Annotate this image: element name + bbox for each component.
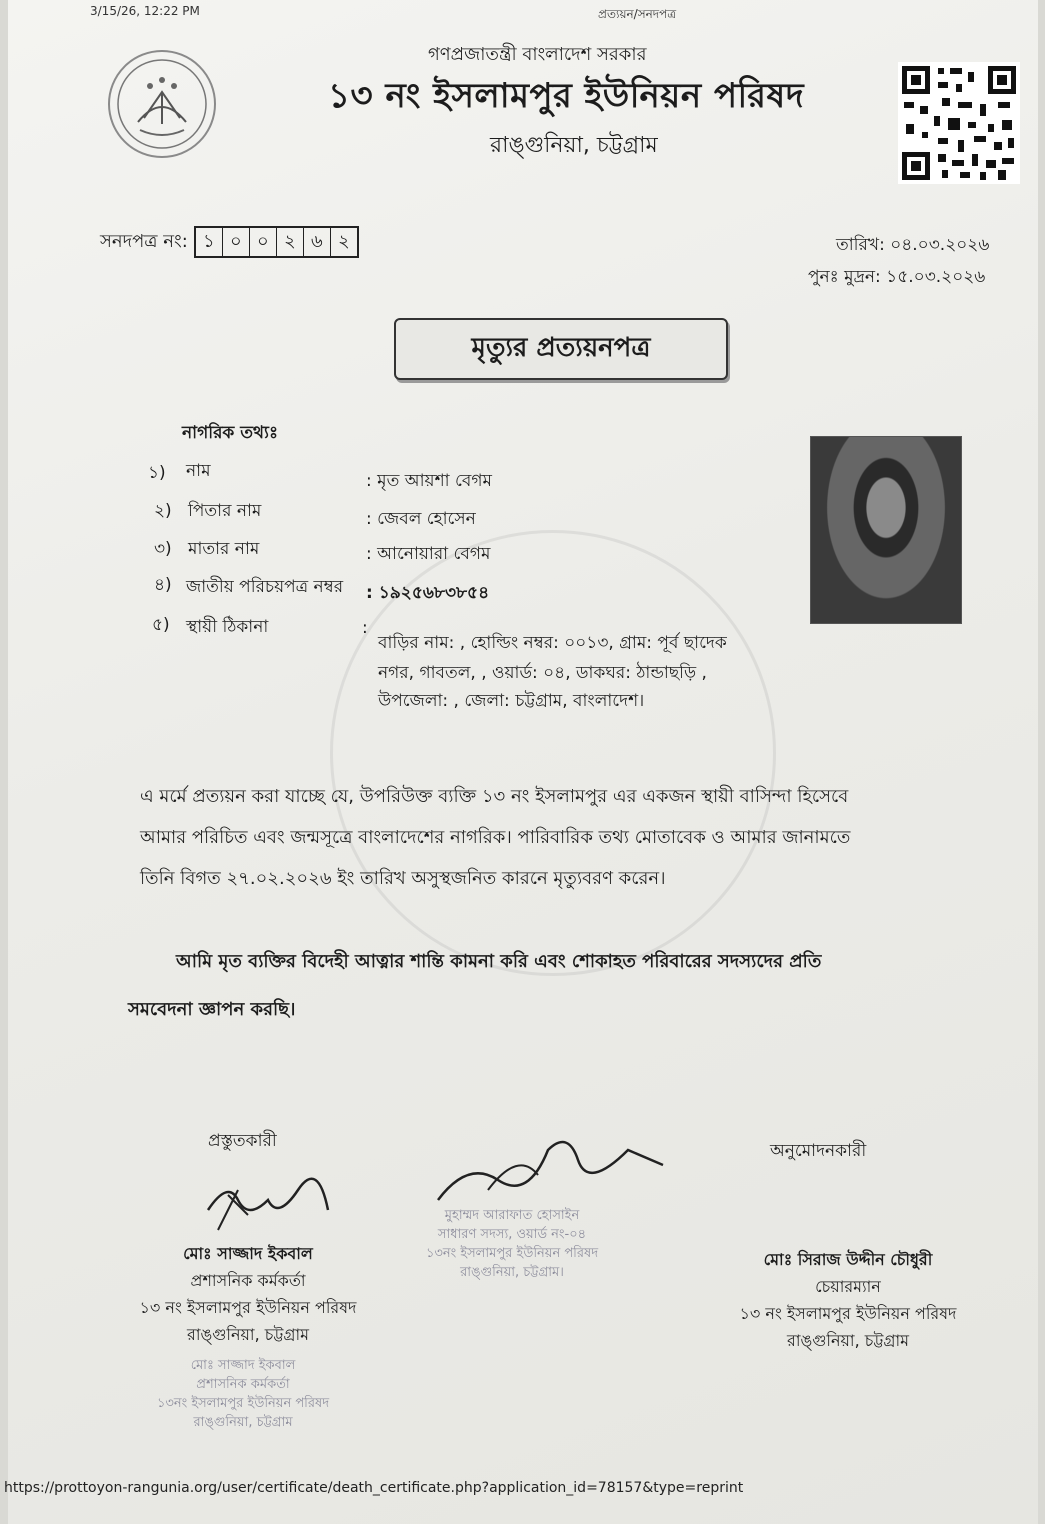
nid-label: জাতীয় পরিচয়পত্র নম্বর [186, 577, 344, 597]
print-timestamp: 3/15/26, 12:22 PM [90, 4, 200, 18]
deceased-photo [810, 436, 962, 624]
stamp-line: রাঙ্গুনিয়া, চট্টগ্রাম [193, 1415, 293, 1430]
condolence-line: সমবেদনা জ্ঞাপন করছি। [128, 999, 296, 1020]
council-location: রাঙ্গুনিয়া, চট্টগ্রাম [490, 133, 658, 158]
certificate-paper [4, 0, 1038, 1524]
row-number: ৩) [154, 539, 172, 559]
issue-date: তারিখ: ০৪.০৩.২০২৬ [836, 235, 990, 255]
certificate-digit: ০ [250, 228, 277, 256]
approver-block [698, 1246, 998, 1354]
stamp-line: রাঙ্গুনিয়া, চট্টগ্রাম। [460, 1265, 564, 1280]
condolence-line: আমি মৃত ব্যক্তির বিদেহী আত্নার শান্তি কামনা করি এবং শোকাহত পরিবারের সদস্যদের প্রতি [176, 951, 822, 972]
preparer-signature-icon [198, 1170, 338, 1244]
stamp-line: ১৩নং ইসলামপুর ইউনিয়ন পরিষদ [425, 1246, 599, 1261]
certificate-digit: ২ [277, 228, 304, 256]
preparer-stamp [118, 1356, 368, 1432]
certificate-number-boxes [194, 226, 359, 258]
attestation-line: তিনি বিগত ২৭.০২.২০২৬ ইং তারিখ অসুস্থজনিত কারনে মৃত্যুবরণ করেন। [140, 868, 666, 889]
address-line-3: উপজেলা: , জেলা: চট্টগ্রাম, বাংলাদেশ। [378, 691, 645, 711]
stamp-line: সাধারণ সদস্য, ওয়ার্ড নং-০৪ [437, 1227, 587, 1242]
council-name: ১৩ নং ইসলামপুর ইউনিয়ন পরিষদ [328, 76, 805, 116]
certificate-digit: ৬ [304, 228, 331, 256]
reprint-date: পুনঃ মুদ্রন: ১৫.০৩.২০২৬ [808, 267, 986, 287]
citizen-info-heading: নাগরিক তথ্যঃ [182, 423, 279, 443]
certificate-digit: ০ [223, 228, 250, 256]
member-signature-icon [428, 1120, 668, 1214]
preparer-org: ১৩ নং ইসলামপুর ইউনিয়ন পরিষদ [139, 1298, 357, 1317]
stamp-line: মোঃ সাজ্জাদ ইকবাল [190, 1358, 296, 1373]
father-name-label: পিতার নাম [188, 501, 262, 521]
govt-name: গণপ্রজাতন্ত্রী বাংলাদেশ সরকার [428, 44, 647, 65]
qr-code-icon [898, 62, 1020, 184]
approver-name: মোঃ সিরাজ উদ্দীন চৌধুরী [763, 1250, 933, 1269]
row-number: ৫) [152, 615, 170, 635]
name-label: নাম [186, 461, 211, 481]
top-right-label: প্রত্যয়ন/সনদপত্র [598, 7, 677, 21]
row-number: ১) [148, 463, 166, 483]
attestation-line: আমার পরিচিত এবং জন্মসূত্রে বাংলাদেশের নাগরিক। পারিবারিক তথ্য মোতাবেক ও আমার জানামতে [140, 827, 851, 848]
certificate-number [100, 226, 359, 258]
preparer-block [108, 1240, 388, 1348]
certificate-number-label: সনদপত্র নং: [100, 230, 188, 252]
certificate-title: মৃত্যুর প্রত্যয়নপত্র [394, 318, 728, 380]
father-name-value: : জেবল হোসেন [366, 509, 476, 529]
nid-value: : ১৯২৫৬৮৩৮৫৪ [366, 583, 490, 603]
govt-logo-icon [108, 50, 216, 158]
condolence-paragraph [128, 938, 1008, 1034]
address-line-1: বাড়ির নাম: , হোল্ডিং নম্বর: ০০১৩, গ্রাম: পূর্ব ছাদেক [378, 633, 727, 653]
member-stamp [402, 1206, 622, 1282]
approver-role: অনুমোদনকারী [770, 1141, 867, 1161]
stamp-line: ১৩নং ইসলামপুর ইউনিয়ন পরিষদ [156, 1396, 330, 1411]
mother-name-value: : আনোয়ারা বেগম [366, 544, 491, 564]
address-label: স্থায়ী ঠিকানা [186, 617, 269, 637]
stamp-line: মুহাম্মদ আরাফাত হোসাইন [444, 1208, 580, 1223]
address-line-2: নগর, গাবতল, , ওয়ার্ড: ০৪, ডাকঘর: ঠান্ডাছড়ি , [378, 663, 707, 683]
approver-place: রাঙ্গুনিয়া, চট্টগ্রাম [787, 1331, 909, 1350]
stamp-line: প্রশাসনিক কর্মকর্তা [196, 1377, 290, 1392]
certificate-digit: ২ [337, 230, 350, 252]
footer-url: https://prottoyon-rangunia.org/user/certificate/death_certificate.php?application_id=78157&type=reprint [4, 1480, 744, 1496]
mother-name-label: মাতার নাম [188, 539, 260, 559]
approver-title: চেয়ারম্যান [815, 1277, 881, 1296]
attestation-paragraph [140, 776, 1020, 899]
address-colon: : [362, 618, 368, 638]
approver-org: ১৩ নং ইসলামপুর ইউনিয়ন পরিষদ [739, 1304, 957, 1323]
row-number: ৪) [154, 575, 172, 595]
preparer-role: প্রস্তুতকারী [208, 1131, 277, 1151]
preparer-name: মোঃ সাজ্জাদ ইকবাল [183, 1244, 313, 1263]
row-number: ২) [154, 501, 172, 521]
certificate-digit: ১ [196, 228, 223, 256]
preparer-title: প্রশাসনিক কর্মকর্তা [190, 1271, 306, 1290]
name-value: : মৃত আয়শা বেগম [366, 471, 492, 491]
preparer-place: রাঙ্গুনিয়া, চট্টগ্রাম [187, 1325, 309, 1344]
attestation-line: এ মর্মে প্রত্যয়ন করা যাচ্ছে যে, উপরিউক্ত ব্যক্তি ১৩ নং ইসলামপুর এর একজন স্থায়ী বাসিন্দা হিসেবে [140, 786, 849, 807]
